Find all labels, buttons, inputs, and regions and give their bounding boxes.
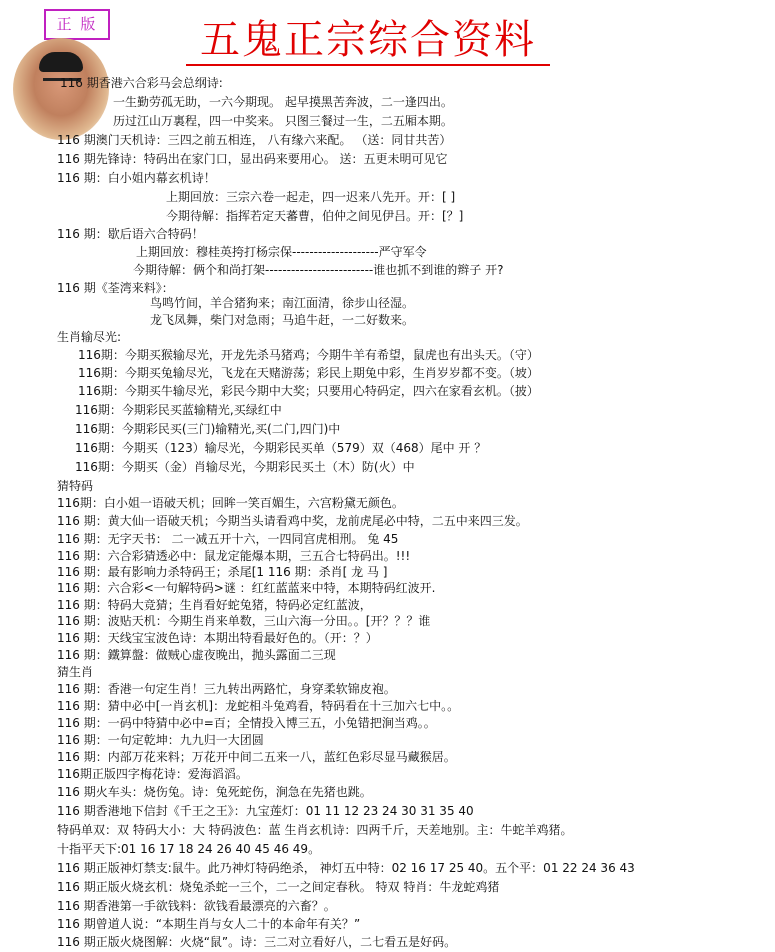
text-line: 116期：今期买猴输尽光，开龙先杀马猪鸡；今期牛羊有希望，鼠虎也有出头天。（守）: [78, 348, 539, 362]
text-line: 116 期香港第一手欲钱料：欲钱看最漂亮的六畜？。: [57, 899, 336, 913]
text-line: 猜生肖: [57, 665, 94, 679]
text-line: 龙飞凤舞，柴门对急雨；马追牛赶，一二好数来。: [150, 313, 415, 327]
text-line: 今期待解：俩个和尚打架-------------------------谁也抓不到谁的辫子 开?: [133, 263, 504, 277]
text-line: 116 期：猜中必中[一肖玄机]：龙蛇相斗兔鸡看，特码看在十三加六七中。。: [57, 699, 460, 713]
text-line: 116期：今期买兔输尽光，飞龙在天赌游荡；彩民上期兔中彩，生肖岁岁都不变。（坡）: [78, 366, 539, 380]
text-line: 116 期：鐵算盤：做贼心虚夜晚出，抛头露面二三现: [57, 648, 336, 662]
text-line: 特码单双：双 特码大小：大 特码波色：蓝 生肖玄机诗：四两千斤，天差地别。主：牛蛇羊鸡猪。: [57, 823, 573, 837]
text-line: 116 期：一码中特猜中必中=百；全情投入博三五，小兔错把涧当鸡。。: [57, 716, 436, 730]
text-line: 今期待解：指挥若定天蕃曹，伯仲之间见伊吕。开：[？]: [166, 209, 464, 223]
text-line: 116 期：最有影响力杀特码王；杀尾[1 116 期：杀肖[ 龙 马 ]: [57, 565, 388, 579]
text-line: 116期正版四字梅花诗：爱海滔滔。: [57, 767, 248, 781]
text-line: 116 期：一句定乾坤：九九归一大团圆: [57, 733, 264, 747]
text-line: 上期回放：穆桂英挎打杨宗保--------------------严守军令: [136, 245, 427, 259]
text-line: 116 期正版火烧图解：火烧“鼠”。诗：三二对立看好八，二七看五是好码。: [57, 935, 457, 949]
text-line: 116 期：内部万花来料；万花开中间二五来一八，蓝红色彩尽显马藏猴居。: [57, 750, 456, 764]
text-line: 116 期：六合彩猜透必中：鼠龙定能爆本期，三五合七特码出。!!!: [57, 549, 411, 563]
text-line: 上期回放：三宗六卷一起走，四一迟来八先开。开：[ ]: [166, 190, 456, 204]
text-line: 116 期：六合彩<一句解特码>谜 ：红红蓝蓝来中特，本期特码红波开.: [57, 581, 436, 595]
text-line: 116 期：歇后语六合特码！: [57, 227, 204, 241]
text-line: 116 期正版火烧玄机：烧兔杀蛇一三个，二一之间定春秋。 特双 特肖：牛龙蛇鸡猪: [57, 880, 500, 894]
text-line: 116 期：波贴天机：今期生肖来单数，三山六海一分田。。[开？？？谁: [57, 614, 431, 628]
text-line: 116 期：特码大竞猜；生肖看好蛇兔猪，特码必定红蓝波，: [57, 598, 372, 612]
text-line: 116期：今期彩民买(三门)输精光,买(二门,四门)中: [75, 422, 341, 436]
text-line: 猜特码: [57, 479, 94, 493]
text-line: 116期：今期买（123）输尽光，今期彩民买单（579）双（468）尾中 开 ？: [75, 441, 487, 455]
text-line: 116期：白小姐一语破天机；回眸一笑百媚生，六宫粉黛无颜色。: [57, 496, 404, 510]
text-line: 116 期：天线宝宝波色诗：本期出特看最好色的。（开：？）: [57, 631, 378, 645]
text-line: 116 期先锋诗：特码出在家门口，显出码来要用心。 送：五更未明可见它: [57, 152, 448, 166]
text-line: 116期：今期买牛输尽光，彩民今期中大奖；只要用心特码定，四六在家看玄机。（披）: [78, 384, 539, 398]
portrait-hair: [39, 52, 83, 72]
text-line: 一生勤劳孤无助，一六今期现。 起早摸黑苦奔波，二一逢四出。: [113, 95, 453, 109]
text-line: 鸟鸣竹间，羊合猪狗来；南江面清，徐步山径湿。: [150, 296, 415, 310]
text-line: 116 期：白小姐内幕玄机诗！: [57, 171, 216, 185]
text-line: 116 期：香港一句定生肖！三九转出两路忙，身穿柔软锦皮袍。: [57, 682, 396, 696]
text-line: 116 期：无字天书： 二一减五开十六，一四同宫虎相刑。 兔 45: [57, 532, 399, 546]
text-line: 116 期：黄大仙一语破天机；今期当头请看鸡中奖，龙前虎尾必中特，二五中来四三发。: [57, 514, 528, 528]
text-line: 116 期正版神灯禁支:鼠牛。此乃神灯特码绝杀， 神灯五中特：02 16 17 25 40。五个平：01 22 24 36 43: [57, 861, 635, 875]
text-line: 116 期曾道人说：“本期生肖与女人二十的本命年有关？”: [57, 917, 361, 931]
text-line: 历过江山万裏程，四一中奖来。 只图三餐过一生，二五厢本期。: [113, 114, 453, 128]
text-line: 生肖输尽光:: [57, 330, 122, 344]
text-line: 116期：今期买（金）肖输尽光，今期彩民买土（木）防(火）中: [75, 460, 415, 474]
text-line: 116 期《荃湾来料》：: [57, 281, 174, 295]
text-line: 十指平天下:01 16 17 18 24 26 40 45 46 49。: [57, 842, 321, 856]
genuine-edition-badge: 正 版: [44, 9, 110, 40]
page-title: 五鬼正宗综合资料: [186, 16, 550, 66]
text-line: 116 期香港六合彩马会总纲诗:: [60, 76, 223, 90]
text-line: 116 期火车头：烧伤兔。诗：兔死蛇伤，涧急在先猪也跳。: [57, 785, 372, 799]
text-line: 116期：今期彩民买蓝输精光,买绿红中: [75, 403, 282, 417]
text-line: 116 期澳门天机诗：三四之前五相连， 八有缘六来配。 （送：同甘共苦）: [57, 133, 452, 147]
text-line: 116 期香港地下信封《千王之王》：九宝莲灯：01 11 12 23 24 30 31 35 40: [57, 804, 474, 818]
